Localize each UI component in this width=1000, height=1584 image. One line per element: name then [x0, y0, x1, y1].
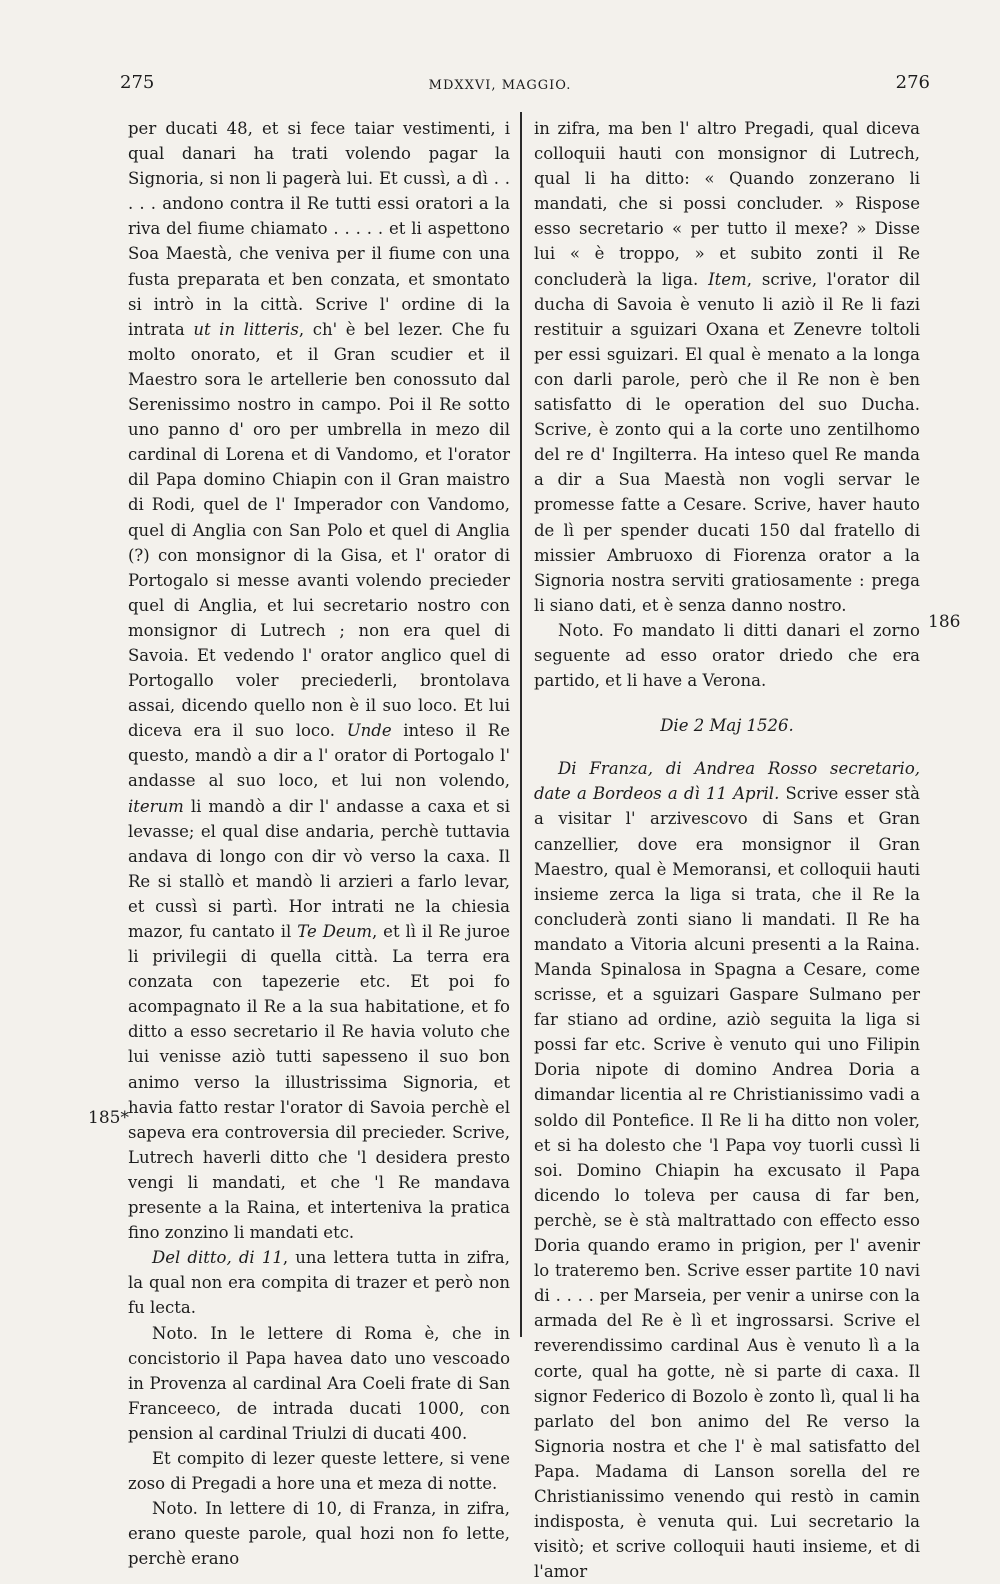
date-heading: Die 2 Maj 1526.: [660, 716, 794, 736]
left-column: [128, 116, 510, 1571]
paragraph: Noto. In le lettere di Roma è, che in concistorio il Papa havea dato uno vescoado in Provenza al cardinal Ara Coeli frate di San Franceeco, de intrada ducati 1000, con pension al cardinal Triulzi di ducati 400.: [128, 1323, 510, 1443]
page-number-right: 276: [895, 72, 930, 93]
page-number-left: 275: [120, 72, 155, 93]
margin-note-left: 185*: [88, 1108, 129, 1128]
right-column: [534, 116, 920, 1584]
paragraph: in zifra, ma ben l' altro Pregadi, qual diceva colloquii hauti con monsignor di Lutrech, qual li ha ditto: « Quando zonzerano li mandati, che si possi concluder. » Rispose esso secretario « per tutto il mexe? » Disse lui « è troppo, » et subito zonti il Re concluderà la liga. Item, scrive, l'orator dil ducha di Savoia è venuto li aziò il Re li fazi restituir a sguizari Oxana et Zenevre toltoli per essi sguizari. El qual è menato a la longa con darli parole, però che il Re non è ben satisfatto di le operation del suo Ducha. Scrive, è zonto qui a la corte uno zentilhomo del re d' Ingilterra. Ha inteso quel Re manda a dir a Sua Maestà non vogli servar le promesse fatte a Cesare. Scrive, haver hauto de lì per spender ducati 150 dal fratello di missier Ambruoxo di Fiorenza orator a la Signoria nostra serviti gratiosamente : prega li siano dati, et è senza danno nostro.: [534, 119, 920, 615]
margin-note-right: 186: [928, 612, 961, 632]
paragraph: Di Franza, di Andrea Rosso secretario, date a Bordeos a dì 11 April. Scrive esser stà a visitar l' arzivescovo di Sans et Gran canzellier, dove era monsignor il Gran Maestro, qual è Memoransi, et colloquii hauti insieme zerca la liga si trata, che il Re la concluderà zonti siano li mandati. Il Re ha mandato a Vitoria alcuni presenti a la Raina. Manda Spinalosa in Spagna a Cesare, come scrisse, et a sguizari Gaspare Sulmano per far stiano ad ordine, aziò seguita la liga si possi far etc. Scrive è venuto qui uno Filipin Doria nipote di domino Andrea Doria a dimandar licentia al re Christianissimo vadi a soldo dil Pontefice. Il Re li ha ditto non voler, et si ha dolesto che 'l Papa voy tuorli cussì li soi. Domino Chiapin ha excusato il Papa dicendo lo toleva per causa di far ben, perchè, se è stà maltrattado con effecto esso Doria quando eramo in prigion, per l' avenir lo trateremo ben. Scrive esser partite 10 navi di . . . . per Marseia, per venir a unirse con la armada del Re è lì et ingrossarsi. Scrive el reverendissimo cardinal Aus è venuto lì a la corte, qual ha gotte, nè si parte di caxa. Il signor Federico di Bozolo è zonto lì, qual li ha parlato del bon animo del Re verso la Signoria nostra et che l' è mal satisfatto del Papa. Madama di Lanson sorella del re Christianissimo venendo qui restò in camin indisposta, è venuta qui. Lui secretario la visitò; et scrive colloquii hauti insieme, et di l'amor: [534, 759, 920, 1582]
running-title: MDXXVI, MAGGIO.: [428, 78, 572, 93]
paragraph: Del ditto, di 11, una lettera tutta in zifra, la qual non era compita di trazer et però non fu lecta.: [128, 1248, 510, 1318]
paragraph: Noto. Fo mandato li ditti danari el zorno seguente ad esso orator driedo che era partido, et li have a Verona.: [534, 620, 920, 691]
column-divider: [520, 112, 522, 1337]
paragraph: per ducati 48, et si fece taiar vestimenti, i qual danari ha trati volendo pagar la Signoria, si non li pagerà lui. Et cussì, a dì . . . . . andono contra il Re tutti essi oratori a la riva del fiume chiamato . . . . . et li aspettono Soa Maestà, che veniva per il fiume con una fusta preparata et ben conzata, et smontato si intrò in la città. Scrive l' ordine di la intrata ut in litteris, ch' è bel lezer. Che fu molto onorato, et il Gran scudier et il Maestro sora le artellerie ben conossuto dal Serenissimo nostro in campo. Poi il Re sotto uno panno d' oro per umbrella in mezo dil cardinal di Lorena et di Vandomo, et l'orator dil Papa domino Chiapin con il Gran maistro di Rodi, quel de l' Imperador con Vandomo, quel di Anglia con San Polo et quel di Anglia (?) con monsignor di la Gisa, et l' orator di Portogalo si messe avanti volendo precieder quel di Anglia, et lui secretario nostro con monsignor di Lutrech ; non era quel di Savoia. Et vedendo l' orator anglico quel di Portogallo voler preciederli, brontolava assai, dicendo quello non è il suo loco. Et lui diceva era il suo loco. Unde inteso il Re questo, mandò a dir a l' orator di Portogalo l' andasse al suo loco, et lui non volendo, iterum li mandò a dir l' andasse a caxa et si levasse; el qual dise andaria, perchè tuttavia andava di longo con dir vò verso la caxa. Il Re si stallò et mandò li arzieri a farlo levar, et cussì si partì. Hor intrati ne la chiesia mazor, fu cantato il Te Deum, et lì il Re juroe li privilegii di quella città. La terra era conzata con tapezerie etc. Et poi fo acompagnato il Re a la sua habitatione, et fo ditto a esso secretario il Re havia voluto che lui venisse aziò tutti sapesseno il suo bon animo verso la illustrissima Signoria, et havia fatto restar l'orator di Savoia perchè el sapeva era controversia dil precieder. Scrive, Lutrech haverli ditto che 'l desidera presto vengi li mandati, et che 'l Re mandava presente a la Raina, et interteniva la pratica fino zonzino li mandati etc.: [128, 119, 510, 1243]
paragraph: Noto. In lettere di 10, di Franza, in zifra, erano queste parole, qual hozi non fo lette, perchè erano: [128, 1499, 510, 1569]
paragraph: Et compito di lezer queste lettere, si vene zoso di Pregadi a hore una et meza di notte.: [128, 1448, 510, 1494]
